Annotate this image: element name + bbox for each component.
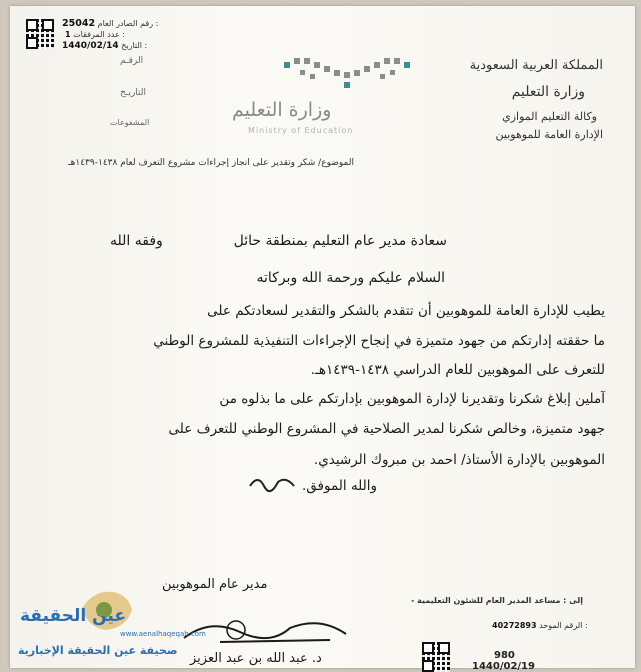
signature — [180, 608, 350, 648]
signatory-title: مدير عام الموهوبين — [162, 577, 268, 592]
issue-date-label: التاريخ : — [121, 41, 148, 50]
attachments-label: عدد المرفقات : — [73, 30, 125, 39]
qr-code-bottom — [422, 642, 450, 672]
issue-date-row — [62, 41, 147, 51]
ministry-logo-arabic: وزارة التعليم — [232, 99, 332, 121]
issue-number: 25042 — [62, 18, 96, 29]
initials-scribble — [248, 472, 298, 494]
routing-date: 1440/02/19 — [472, 661, 535, 672]
blessing: وفقه الله — [110, 233, 163, 249]
field-attachments: المشفوعات — [110, 118, 150, 127]
paragraph-line: للتعرف على الموهوبين للعام الدراسي ١٤٣٨-١٤٣٩هـ. — [310, 362, 605, 378]
header-kingdom: المملكة العربية السعودية — [469, 58, 603, 73]
field-date: التاريـخ — [120, 88, 146, 98]
field-number: الرقـم — [120, 56, 144, 66]
paragraph-line: جهود متميزة، وخالص شكرنا لمدير الصلاحية في المشروع الوطني للتعرف على — [168, 421, 605, 437]
watermark-url: www.aenalhaqeqah.com — [120, 630, 206, 638]
qr-code-top — [26, 19, 54, 49]
watermark-tagline: صحيفة عين الحقيقة الإخبارية — [18, 644, 178, 657]
addressee: سعادة مدير عام التعليم بمنطقة حائل — [233, 233, 447, 249]
ministry-logo-dots — [280, 54, 420, 92]
header-ministry: وزارة التعليم — [511, 84, 585, 100]
watermark-name: عين الحقيقة — [20, 606, 126, 626]
routing-to: إلى : مساعد المدير العام للشئون التعليمية - — [411, 596, 583, 605]
header-agency: وكالة التعليم الموازي — [502, 110, 597, 123]
paragraph-line: الموهوبين بالإدارة الأستاذ/ احمد بن مبروك الرشيدي. — [313, 452, 605, 468]
attachments-count: 1 — [65, 30, 71, 39]
letter-paper — [10, 6, 635, 672]
routing-number: 980 — [494, 650, 515, 661]
unified-number-label: الرقم الموحد : — [539, 621, 588, 630]
issue-date: 1440/02/14 — [62, 41, 119, 51]
signatory-name: د. عبد الله بن عبد العزيز — [190, 651, 322, 666]
issue-number-row — [62, 18, 158, 29]
greeting: السلام عليكم ورحمة الله وبركاته — [256, 270, 445, 286]
attachments-row — [65, 30, 125, 39]
closing: والله الموفق. — [302, 478, 378, 494]
header-department: الإدارة العامة للموهوبين — [495, 128, 603, 141]
paragraph-line: يطيب للإدارة العامة للموهوبين أن تتقدم بالشكر والتقدير لسعادتكم على — [207, 303, 605, 319]
paragraph-line: ما حققته إدارتكم من جهود متميزة في إنجاح الإجراءات التنفيذية للمشروع الوطني — [153, 333, 605, 349]
issue-number-label: رقم الصادر العام : — [97, 19, 159, 28]
ministry-logo-english: Ministry of Education — [248, 126, 354, 135]
paragraph-line: آملين إبلاغ شكرنا وتقديرنا لإدارة الموهوبين بإدارتكم على ما بذلوه من — [219, 391, 605, 407]
subject-line: الموضوع/ شكر وتقدير على انجاز إجراءات مشروع التعرف لعام ١٤٣٨-١٤٣٩هـ — [68, 158, 354, 168]
unified-number: 40272893 — [492, 621, 537, 630]
unified-number-row — [492, 621, 588, 630]
